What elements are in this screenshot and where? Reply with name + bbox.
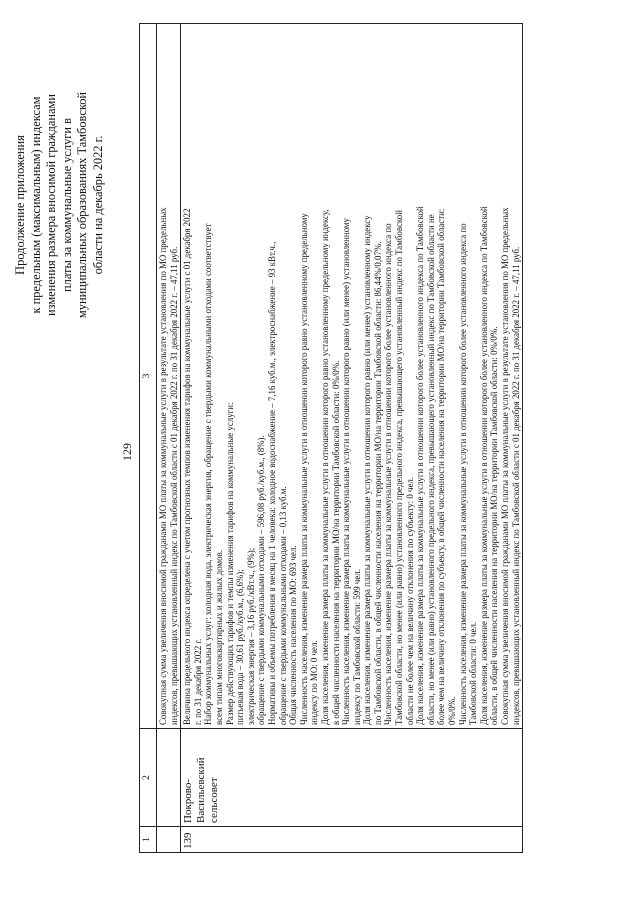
empty-cell [157,729,181,827]
column-header-row [140,24,157,853]
carry-over-row [157,24,181,853]
text-line: Тамбовской области: 0 чел. [468,621,479,725]
header-line: муниципальных образованиях Тамбовской [75,91,90,319]
column-header: 2 [140,729,157,827]
text-line: питьевая вода – 30,61 руб./куб.м., (6,6%); [235,569,246,725]
text-line: Численность населения, изменение размера платы за коммунальные услуги в отношении которого равно (или менее) установленному [341,218,352,725]
text-line: Величина предельного индекса определена с учетом прогнозных темпов изменения тарифов на коммунальные услуги с 01 декабря 2022 [182,208,193,725]
text-line: более чем на величину отклонения по субъекту, в общей численности населения на территории МО/на территории Тамбовской области: [436,208,447,725]
text-line: Численность населения, изменение размера платы за коммунальные услуги в отношении которого равно установленному предельному [298,213,309,725]
text-line: Доля населения, изменение размера платы за коммунальные услуги в отношении которого более установленного индекса по Тамбовской [478,206,489,725]
text-line: индексу по МО: 0 чел. [309,640,320,725]
header-line: к предельным (максимальным) индексам [28,96,43,314]
text-line: индексов, превышающих установленный индекс по Тамбовской области с 01 декабря 2022 г. по 31 декабря 2022 г. – 47,11 руб. [510,246,521,725]
text-line: Набор коммунальных услуг: холодная вода, электрическая энергия, обращение с твердыми коммунальными отходами соответствует [203,223,214,725]
text-line: Доля населения, изменение размера платы за коммунальные услуги в отношении которого более установленного индекса по Тамбовской [415,206,426,725]
text-line: обращение с твердыми коммунальными отходами – 596,08 руб./куб.м., (8%). [256,435,267,725]
column-header: 3 [140,24,157,729]
header-line: Продолжение приложения [13,135,27,275]
text-line: электрическая энергия – 3,16 руб./кВт.ч., (9%); [245,547,256,725]
appendix-header [13,25,107,385]
column-header: 1 [140,827,157,853]
index-table [139,23,523,853]
text-line: Нормативы и объемы потребления в месяц на 1 человека: холодное водоснабжение – 7,16 куб.м., электроснабжение – 93 кВт.ч., [266,241,277,725]
row-number: 139 [181,827,523,853]
text-line: индексу по Тамбовской области: 599 чел. [351,569,362,725]
text-line: по Тамбовской области, в общей численности населения на территории МО/на территории Тамбовской области: 86,44%/0,07%. [372,241,383,725]
page-number: 129 [120,443,134,461]
header-line: области на декабрь 2022 г. [90,135,105,275]
text-line: обращение с твердыми коммунальными отходами – 0,13 куб.м. [277,486,288,725]
text-line: Численность населения, изменение размера платы за коммунальные услуги в отношении которого более установленного индекса по [383,223,394,725]
row-description [181,24,523,729]
header-line: изменения размера вносимой гражданами [44,93,59,317]
text-line: 0%/0%. [447,696,458,725]
text-line: области, но менее (или равно) установленного предельного индекса, превышающего установленный индекс по Тамбовской области не [425,214,436,725]
text-line: г. по 31 декабря 2022 г. [192,638,203,725]
text-line: области, в общей численности населения на территории МО/на территории Тамбовской области: 0%/0%. [489,326,500,725]
carry-over-text [157,24,181,729]
text-line: Доля населения, изменение размера платы за коммунальные услуги в отношении которого равно (или менее) установленному индексу [362,215,373,725]
text-line: Общая численность населения по МО: 693 чел. [288,545,299,725]
text-line: Доля населения, изменение размера платы за коммунальные услуги в отношении которого равно установленному предельному индексу, [319,209,330,725]
text-line: Размер действующих тарифов и темпы изменения тарифов на коммунальные услуги: [224,402,235,725]
text-line: области не более чем на величину отклонения по субъекту: 0 чел. [404,476,415,725]
text-line: Совокупная сумма увеличения вносимой гражданами МО платы за коммунальные услуги в результате установления по МО предельных [500,207,510,725]
municipality-name: Покрово-Васильевский сельсовет [181,729,523,827]
text-line: Численность населения, изменение размера платы за коммунальные услуги в отношении которого более установленного индекса по [457,223,468,725]
text-line: Совокупная сумма увеличения вносимой гражданами МО платы за коммунальные услуги в результате установления по МО предельных [158,207,168,725]
text-line: индексов, превышающих установленный индекс по Тамбовской области с 01 декабря 2022 г. по 31 декабря 2022 г. – 47,11 руб. [168,246,179,725]
header-line: платы за коммунальные услуги в [59,118,74,292]
empty-cell [157,827,181,853]
text-line: Тамбовской области, но менее (или равно) установленного предельного индекса, превышающего установленный индекс по Тамбовской [394,210,405,725]
text-line: в общей численности населения на территории МО/на территории Тамбовской области: 0%/0%. [330,360,341,725]
text-line: всем типам многоквартирных и жилых домов. [213,550,224,725]
table-row [181,24,523,853]
